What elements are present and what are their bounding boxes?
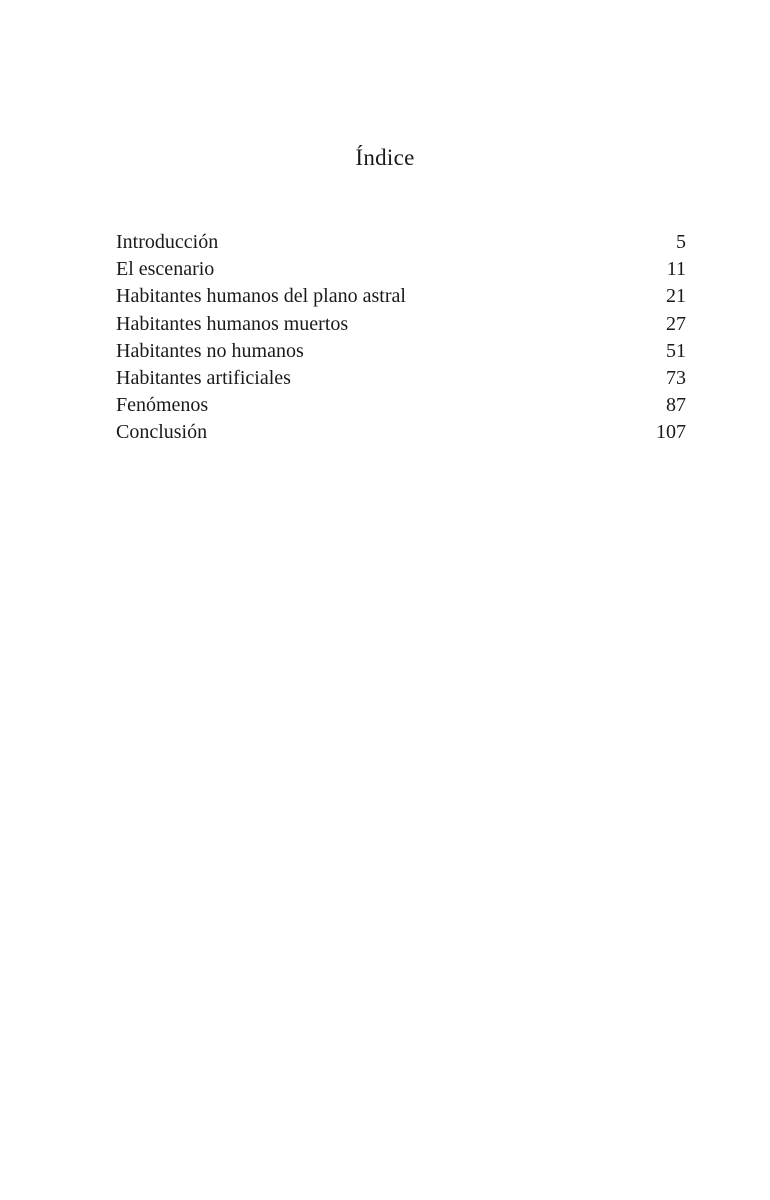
toc-entry-el-escenario[interactable] [116, 256, 686, 283]
toc-entry-habitantes-no-humanos[interactable] [116, 338, 686, 365]
toc-entry-title: Conclusión [116, 421, 208, 444]
toc-entry-title: Habitantes no humanos [116, 339, 304, 362]
toc-entry-conclusion[interactable] [116, 419, 686, 446]
toc-entry-title: Fenómenos [116, 394, 209, 417]
toc-entry-habitantes-humanos-plano-astral[interactable] [116, 283, 686, 310]
toc-entry-page: 21 [666, 285, 686, 308]
toc-entry-title: Habitantes artificiales [116, 366, 291, 389]
toc-entry-page: 27 [666, 312, 686, 335]
toc-entry-title: El escenario [116, 258, 215, 281]
toc-entry-habitantes-humanos-muertos[interactable] [116, 311, 686, 338]
toc-entry-title: Habitantes humanos del plano astral [116, 285, 406, 308]
toc-entry-habitantes-artificiales[interactable] [116, 365, 686, 392]
toc-entry-page: 11 [666, 258, 686, 281]
toc-entry-title: Introducción [116, 231, 219, 253]
toc-entry-page: 73 [666, 366, 686, 389]
toc-entry-page: 87 [666, 394, 686, 417]
page-title: Índice [355, 145, 415, 170]
toc-entry-fenomenos[interactable] [116, 392, 686, 419]
toc-entry-page: 5 [676, 231, 686, 253]
toc-entry-introduccion[interactable] [116, 229, 686, 256]
toc-entry-page: 107 [656, 421, 686, 444]
toc-entry-title: Habitantes humanos muertos [116, 312, 349, 335]
table-of-contents [116, 229, 686, 447]
toc-entry-page: 51 [666, 339, 686, 362]
